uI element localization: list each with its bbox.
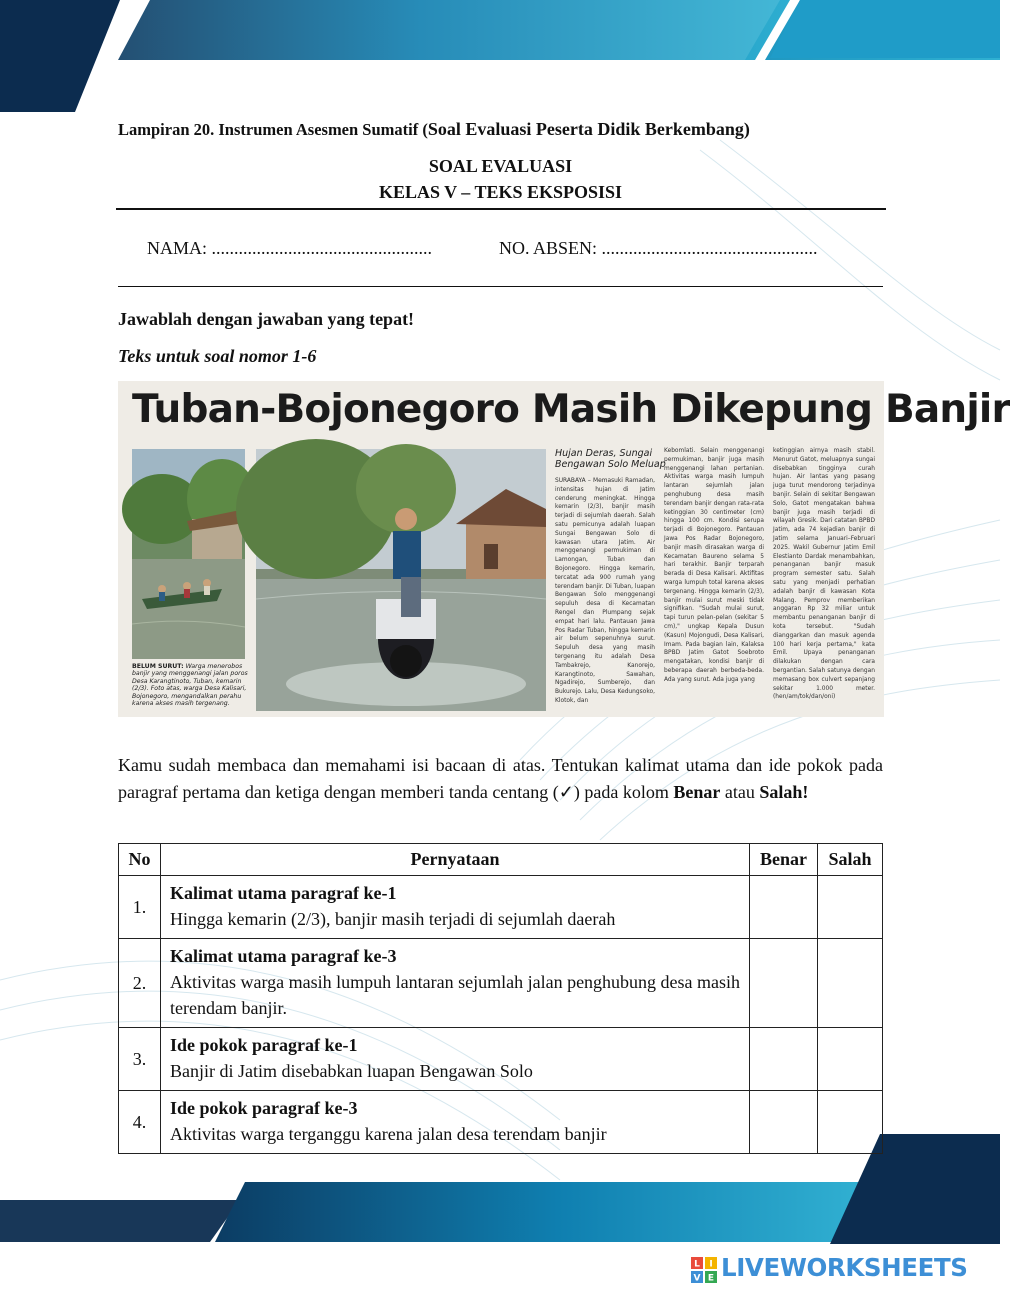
- instruction: Jawablah dengan jawaban yang tepat!: [118, 309, 415, 329]
- statement-cell: [161, 876, 750, 939]
- table-row: [119, 1028, 883, 1091]
- answer-table: [118, 843, 883, 1154]
- statement-heading: Kalimat utama paragraf ke-1: [170, 883, 397, 903]
- logo-letter-e: E: [707, 1273, 715, 1284]
- header-benar: Benar: [750, 844, 818, 876]
- student-info-row: [147, 238, 818, 259]
- salah-checkbox-cell[interactable]: [818, 876, 883, 939]
- title-divider: [116, 208, 886, 210]
- logo-letter-l: L: [694, 1259, 700, 1270]
- salah-checkbox-cell[interactable]: [818, 1091, 883, 1154]
- name-field[interactable]: NAMA: .................................................: [147, 238, 433, 258]
- boat-flood-photo: [132, 449, 245, 659]
- statement-heading: Ide pokok paragraf ke-3: [170, 1098, 358, 1118]
- benar-checkbox-cell[interactable]: [750, 876, 818, 939]
- page-subtitle: KELAS V – TEKS EKSPOSISI: [378, 182, 623, 202]
- statement-text: Aktivitas warga terganggu karena jalan desa terendam banjir: [170, 1124, 607, 1144]
- statement-heading: Kalimat utama paragraf ke-3: [170, 946, 397, 966]
- statement-text: Banjir di Jatim disebabkan luapan Bengawan Solo: [170, 1061, 533, 1081]
- benar-checkbox-cell[interactable]: [750, 1028, 818, 1091]
- salah-checkbox-cell[interactable]: [818, 1028, 883, 1091]
- table-row: [119, 1091, 883, 1154]
- news-headline: Tuban-Bojonegoro Masih Dikepung Banjir: [132, 387, 1010, 432]
- news-column-3: ketinggian airnya masih stabil. Menurut Gatot, meluapnya sungai disebabkan tingginya curah hujan. Air lantas yang pasang juga turut mendorong terjadinya banjir. Selain di sekitar Bengawan Solo, Gatot mengatakan bahwa banjir juga masih terjadi di wilayah Gresik. Dari catatan BPBD Jatim, ada 74 kejadian banjir di Jatim selama Januari–Februari 2025. Wakil Gubernur Jatim Emil Elestianto Dardak menambahkan, penanganan banjir masuk program semester satu. Salah satu yang menjadi perhatian adalah banjir di kawasan Kota Malang. Pemprov memberikan anggaran Rp 32 miliar untuk membantu penanganan banjir di kota tersebut. "Sudah dianggarkan dan masuk agenda 100 hari kerja pertama," kata Emil. Upaya penanganan dilakukan dengan cara bergantian. Salah satunya dengan memasang box culvert sepanjang sekitar 1.000 meter. (hen/am/tok/dan/oni): [773, 448, 875, 701]
- row-number: 2.: [119, 939, 161, 1028]
- top-banner: [0, 0, 1000, 112]
- liveworksheets-logo-icon: [691, 1257, 717, 1283]
- statement-cell: [161, 1091, 750, 1154]
- salah-checkbox-cell[interactable]: [818, 939, 883, 1028]
- row-number: 4.: [119, 1091, 161, 1154]
- statement-text: Hingga kemarin (2/3), banjir masih terjadi di sejumlah daerah: [170, 909, 616, 929]
- appendix-label: Lampiran 20. Instrumen Asesmen Sumatif (Soal Evaluasi Peserta Didik Berkembang): [118, 119, 750, 139]
- news-column-2: Kebomlati. Selain menggenangi permukiman, banjir juga masih menggenangi lahan pertanian. Aktivitas warga masih lumpuh lantaran sejumlah jalan penghubung desa masih terendam banjir dengan rata-rata ketinggian 30 centimeter (cm) hingga 100 cm. Kondisi serupa terjadi di Bojonegoro. Pantauan Jawa Pos Radar Bojonegoro, banjir masih dirasakan warga di Kecamatan Baureno selama 5 hari terakhir. Banjir terparah berada di Desa Kalisari. Aktifitas warga lumpuh total karena akses tergenang. Hingga kemarin (2/3), banjir mulai surut meski tidak signifikan. "Sudah mulai surut, tapi turun pelan-pelan (sekitar 5 cm)," ungkap Kepala Dusun (Kasun) Mojongudi, Desa Kalisari, Imam. Pada bagian lain, Kalaksa BPBD Jatim Gatot Soebroto mengatakan, kondisi banjir di beberapa daerah berbeda-beda. Ada yang surut. Ada juga yang: [664, 448, 764, 683]
- header-salah: Salah: [818, 844, 883, 876]
- liveworksheets-brand[interactable]: LIVEWORKSHEETS: [721, 1253, 968, 1282]
- news-column-1: SURABAYA – Memasuki Ramadan, intensitas hujan di Jatim cenderung meningkat. Hingga kemarin (2/3), banjir masih terjadi di sejumlah daerah. Salah satu pemicunya adalah luapan Sungai Bengawan Solo di kawasan utara Jatim. Air menggenangi permukiman di Lamongan, Tuban dan Bojonegoro. Hingga kemarin, tercatat ada 900 rumah yang terendam banjir. Di Tuban, luapan Bengawan Solo menggenangi sepuluh desa di Kecamatan Rengel dan Plumpang sejak empat hari lalu. Pantauan Jawa Pos Radar Tuban, hingga kemarin air belum sepenuhnya surut. Sepuluh desa yang masih tergenang itu adalah Desa Tambakrejo, Kanorejo, Karangtinoto, Sawahan, Ngadirejo, Sumberejo, dan Bukurejo. Lalu, Desa Kedungsoko, Klotok, dan: [555, 478, 655, 704]
- newspaper-clipping: [118, 381, 1010, 717]
- table-header-row: [119, 844, 883, 876]
- table-row: [119, 939, 883, 1028]
- header-pernyataan: Pernyataan: [161, 844, 750, 876]
- header-no: No: [119, 844, 161, 876]
- logo-letter-v: V: [693, 1273, 701, 1284]
- news-subheadline: Hujan Deras, Sungai Bengawan Solo Meluap: [555, 448, 666, 470]
- logo-letter-i: I: [709, 1259, 713, 1270]
- info-divider: [118, 286, 883, 287]
- row-number: 3.: [119, 1028, 161, 1091]
- question-instruction: Kamu sudah membaca dan memahami isi bacaan di atas. Tentukan kalimat utama dan ide pokok pada paragraf pertama dan ketiga dengan memberi tanda centang (✓) pada kolom Benar atau Salah!: [118, 755, 883, 802]
- statement-text: Aktivitas warga masih lumpuh lantaran sejumlah jalan penghubung desa masih terendam banjir.: [170, 972, 741, 1018]
- benar-checkbox-cell[interactable]: [750, 939, 818, 1028]
- statement-cell: [161, 1028, 750, 1091]
- attendance-number-field[interactable]: NO. ABSEN: ................................................: [499, 238, 818, 258]
- statement-heading: Ide pokok paragraf ke-1: [170, 1035, 358, 1055]
- text-intro: Teks untuk soal nomor 1-6: [118, 346, 317, 366]
- page-title: SOAL EVALUASI: [428, 156, 573, 176]
- photo-caption: BELUM SURUT: Warga menerobos banjir yang menggenangi jalan poros Desa Karangtinoto, Tuban, kemarin (2/3). Foto atas, warga Desa Kalisari, Bojonegoro, mengandalkan perahu karena akses masih tergenang.: [132, 663, 248, 708]
- benar-checkbox-cell[interactable]: [750, 1091, 818, 1154]
- row-number: 1.: [119, 876, 161, 939]
- statement-cell: [161, 939, 750, 1028]
- table-row: [119, 876, 883, 939]
- motorcycle-flood-photo: [256, 449, 546, 711]
